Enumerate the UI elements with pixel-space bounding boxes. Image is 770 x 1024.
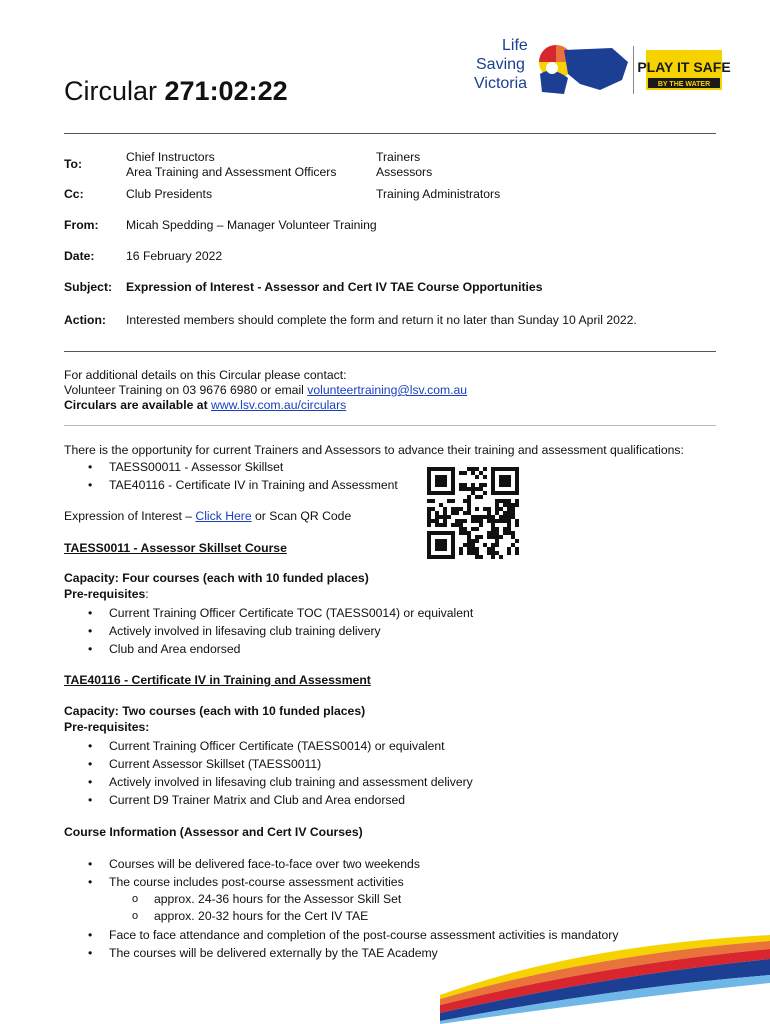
sub-list-item: o approx. 20-32 hours for the Cert IV TAE — [64, 908, 401, 925]
prereq-colon: : — [145, 587, 149, 601]
prerequisites-label: Pre-requisites: — [64, 720, 150, 734]
contact-block — [64, 368, 467, 413]
divider — [64, 133, 716, 134]
action-label: Action: — [64, 313, 106, 327]
list-item: • TAESS00011 - Assessor Skillset — [64, 458, 398, 476]
to-recipient-1: Chief Instructors — [126, 150, 215, 164]
to-recipient-2: Area Training and Assessment Officers — [126, 165, 337, 179]
capacity-text: Capacity: Four courses (each with 10 funded places) — [64, 571, 369, 585]
by-the-water-text: BY THE WATER — [657, 81, 711, 88]
life-saving-victoria-logo — [472, 34, 630, 100]
play-it-safe-text: PLAY IT SAFE — [637, 59, 731, 75]
list-item: • Current Assessor Skillset (TAESS0011) — [64, 755, 473, 773]
eoi-line — [64, 509, 351, 523]
list-item: • Courses will be delivered face-to-face over two weekends — [64, 855, 420, 873]
lsv-logo-text-1: Life — [502, 37, 528, 54]
qualification-list — [64, 458, 398, 494]
list-item: • Actively involved in lifesaving club training and assessment delivery — [64, 773, 473, 791]
divider — [64, 425, 716, 426]
contact-line — [64, 383, 467, 398]
page-title — [64, 76, 288, 107]
cc-recipient-2: Training Administrators — [376, 187, 501, 201]
list-item: • The course includes post-course assessment activities — [64, 873, 420, 891]
list-item: • Actively involved in lifesaving club training delivery — [64, 622, 473, 640]
prereq-text: Pre-requisites — [64, 587, 146, 601]
list-item: • Current D9 Trainer Matrix and Club and Area endorsed — [64, 791, 473, 809]
title-prefix: Circular — [64, 76, 165, 106]
section-heading: Course Information (Assessor and Cert IV Courses) — [64, 825, 363, 839]
lsv-logo-text-3: Victoria — [474, 75, 528, 92]
divider — [64, 351, 716, 352]
to-label: To: — [64, 157, 83, 171]
sub-list-item: o approx. 24-36 hours for the Assessor Skill Set — [64, 891, 401, 908]
date-value: 16 February 2022 — [126, 249, 223, 263]
prerequisite-list — [64, 737, 473, 809]
list-item: • The courses will be delivered externally by the TAE Academy — [64, 944, 618, 962]
list-item: • Current Training Officer Certificate TOC (TAESS0014) or equivalent — [64, 604, 473, 622]
cc-label: Cc: — [64, 187, 84, 201]
to-recipient-4: Assessors — [376, 165, 433, 179]
from-value: Micah Spedding – Manager Volunteer Training — [126, 218, 377, 232]
qr-code[interactable] — [427, 467, 519, 559]
to-recipient-3: Trainers — [376, 150, 421, 164]
course-info-list — [64, 855, 420, 891]
contact-line: For additional details on this Circular please contact: — [64, 368, 347, 382]
email-link[interactable]: volunteertraining@lsv.com.au — [307, 383, 468, 397]
capacity-text: Capacity: Two courses (each with 10 funded places) — [64, 704, 366, 718]
list-item: • TAE40116 - Certificate IV in Training and Assessment — [64, 476, 398, 494]
section-heading: TAESS0011 - Assessor Skillset Course — [64, 541, 287, 555]
subject-label: Subject: — [64, 280, 113, 294]
prerequisite-list — [64, 604, 473, 658]
list-item: • Club and Area endorsed — [64, 640, 473, 658]
section-heading: TAE40116 - Certificate IV in Training and Assessment — [64, 673, 371, 687]
date-label: Date: — [64, 249, 95, 263]
from-label: From: — [64, 218, 99, 232]
play-it-safe-logo — [637, 50, 731, 90]
click-here-link[interactable]: Click Here — [195, 509, 252, 523]
circular-number: 271:02:22 — [164, 76, 288, 106]
list-item: • Face to face attendance and completion of the post-course assessment activities is mandatory — [64, 926, 618, 944]
contact-phone-text: Volunteer Training on 03 9676 6980 or email — [64, 383, 308, 397]
eoi-suffix: or Scan QR Code — [251, 509, 352, 523]
intro-text: There is the opportunity for current Trainers and Assessors to advance their training and assessment qualifications: — [64, 443, 684, 457]
cc-recipient-1: Club Presidents — [126, 187, 213, 201]
lsv-logo-text-2: Saving — [476, 56, 525, 73]
course-info-sublist — [64, 891, 401, 925]
circulars-text: Circulars are available at — [64, 398, 212, 412]
logo-divider — [633, 46, 634, 94]
contact-line — [64, 398, 467, 413]
action-value: Interested members should complete the form and return it no later than Sunday 10 April 2022. — [126, 313, 637, 327]
footer-wave-graphic — [440, 925, 770, 1024]
circulars-link[interactable]: www.lsv.com.au/circulars — [211, 398, 347, 412]
eoi-text: Expression of Interest – — [64, 509, 196, 523]
prerequisites-label — [64, 587, 149, 601]
list-item: • Current Training Officer Certificate (TAESS0014) or equivalent — [64, 737, 473, 755]
subject-value: Expression of Interest - Assessor and Cert IV TAE Course Opportunities — [126, 280, 543, 294]
